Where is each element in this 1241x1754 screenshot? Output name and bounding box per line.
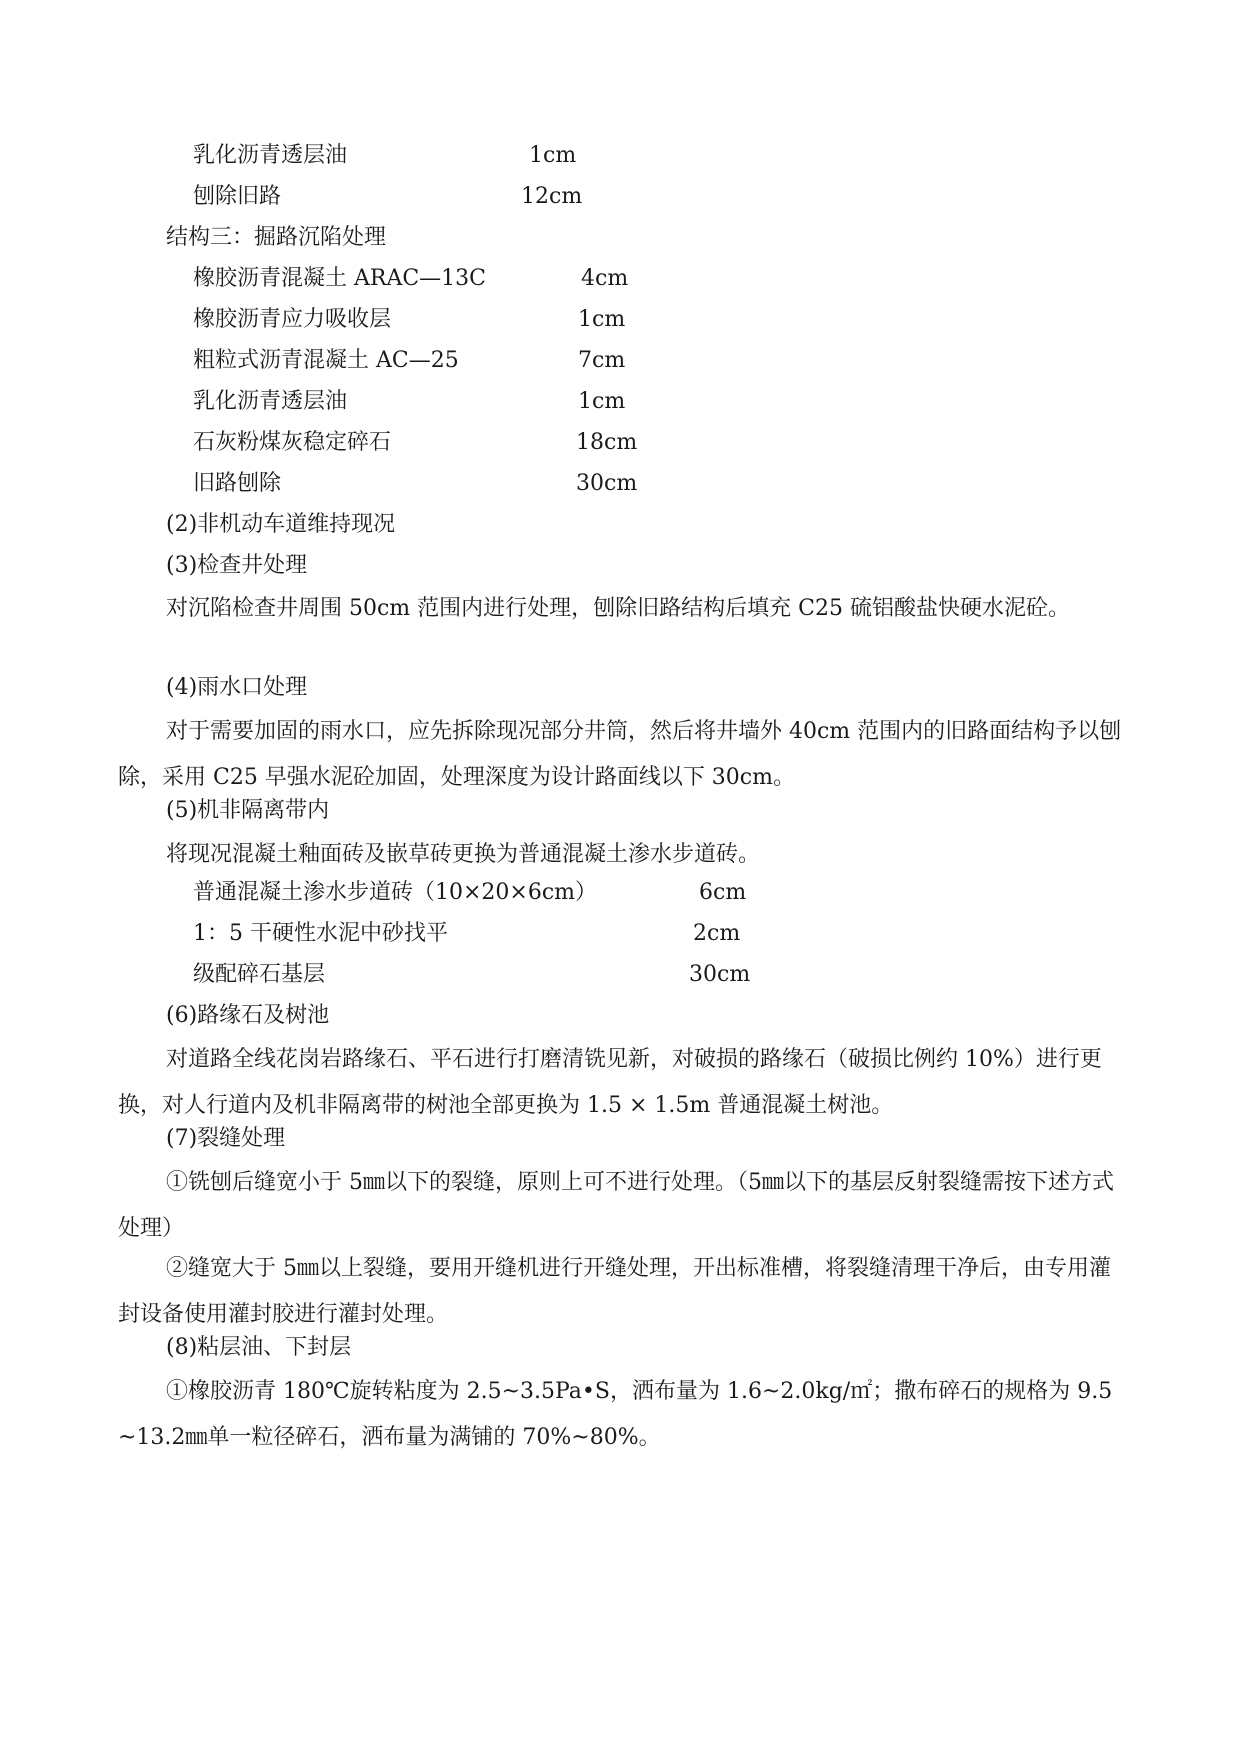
layer-thickness: 1cm bbox=[578, 389, 626, 414]
layer-label: 橡胶沥青应力吸收层 bbox=[193, 307, 392, 332]
layer-label: 旧路刨除 bbox=[193, 471, 282, 496]
paragraph: 将现况混凝土釉面砖及嵌草砖更换为普通混凝土渗水步道砖。 bbox=[166, 842, 761, 867]
section-heading: (2)非机动车道维持现况 bbox=[166, 512, 396, 537]
layer-thickness: 30cm bbox=[689, 962, 751, 987]
layer-label: 橡胶沥青混凝土 ARAC—13C bbox=[193, 266, 486, 291]
paragraph: ①橡胶沥青 180℃旋转粘度为 2.5~3.5Pa•S，洒布量为 1.6~2.0kg/㎡；撒布碎石的规格为 9.5~13.2㎜单一粒径碎石，洒布量为满铺的 70%~80%。 bbox=[118, 1379, 1113, 1450]
layer-thickness: 4cm bbox=[581, 266, 629, 291]
layer-thickness: 6cm bbox=[699, 880, 747, 905]
layer-row bbox=[193, 141, 577, 171]
layer-row bbox=[193, 346, 626, 376]
layer-row bbox=[193, 960, 751, 990]
paragraph: ①铣刨后缝宽小于 5㎜以下的裂缝，原则上可不进行处理。（5㎜以下的基层反射裂缝需按下述方式处理） bbox=[118, 1170, 1114, 1241]
layer-thickness: 12cm bbox=[521, 184, 583, 209]
layer-row bbox=[193, 182, 583, 212]
paragraph: 对于需要加固的雨水口，应先拆除现况部分井筒，然后将井墙外 40cm 范围内的旧路面结构予以刨除，采用 C25 早强水泥砼加固，处理深度为设计路面线以下 30cm。 bbox=[118, 719, 1122, 790]
section-heading: (3)检查井处理 bbox=[166, 553, 308, 578]
paragraph: ②缝宽大于 5㎜以上裂缝，要用开缝机进行开缝处理，开出标准槽，将裂缝清理干净后，由专用灌封设备使用灌封胶进行灌封处理。 bbox=[118, 1256, 1111, 1327]
section-heading: (5)机非隔离带内 bbox=[166, 798, 330, 823]
section-title: 结构三：掘路沉陷处理 bbox=[166, 225, 387, 250]
layer-label: 级配碎石基层 bbox=[193, 962, 326, 987]
layer-thickness: 1cm bbox=[529, 143, 577, 168]
layer-thickness: 7cm bbox=[578, 348, 626, 373]
layer-row bbox=[193, 305, 626, 335]
layer-thickness: 1cm bbox=[578, 307, 626, 332]
layer-label: 乳化沥青透层油 bbox=[193, 389, 348, 414]
paragraph: 对道路全线花岗岩路缘石、平石进行打磨清铣见新，对破损的路缘石（破损比例约 10%）进行更换，对人行道内及机非隔离带的树池全部更换为 1.5 × 1.5m 普通混凝土树池。 bbox=[118, 1047, 1102, 1118]
layer-row bbox=[193, 878, 747, 908]
layer-thickness: 2cm bbox=[693, 921, 741, 946]
layer-label: 普通混凝土渗水步道砖（10×20×6cm） bbox=[193, 880, 598, 905]
layer-label: 石灰粉煤灰稳定碎石 bbox=[193, 430, 392, 455]
layer-label: 粗粒式沥青混凝土 AC—25 bbox=[193, 348, 459, 373]
section-heading: (6)路缘石及树池 bbox=[166, 1003, 330, 1028]
paragraph: 对沉陷检查井周围 50cm 范围内进行处理，刨除旧路结构后填充 C25 硫铝酸盐快硬水泥砼。 bbox=[166, 596, 1070, 621]
layer-row bbox=[193, 264, 629, 294]
section-heading: (7)裂缝处理 bbox=[166, 1126, 286, 1151]
layer-thickness: 30cm bbox=[576, 471, 638, 496]
layer-label: 1：5 干硬性水泥中砂找平 bbox=[193, 921, 448, 946]
layer-label: 乳化沥青透层油 bbox=[193, 143, 348, 168]
section-heading: (8)粘层油、下封层 bbox=[166, 1335, 352, 1360]
layer-thickness: 18cm bbox=[576, 430, 638, 455]
layer-row bbox=[193, 428, 638, 458]
layer-row bbox=[193, 469, 638, 499]
layer-label: 刨除旧路 bbox=[193, 184, 282, 209]
section-heading: (4)雨水口处理 bbox=[166, 675, 308, 700]
layer-row bbox=[193, 919, 741, 949]
layer-row bbox=[193, 387, 626, 417]
